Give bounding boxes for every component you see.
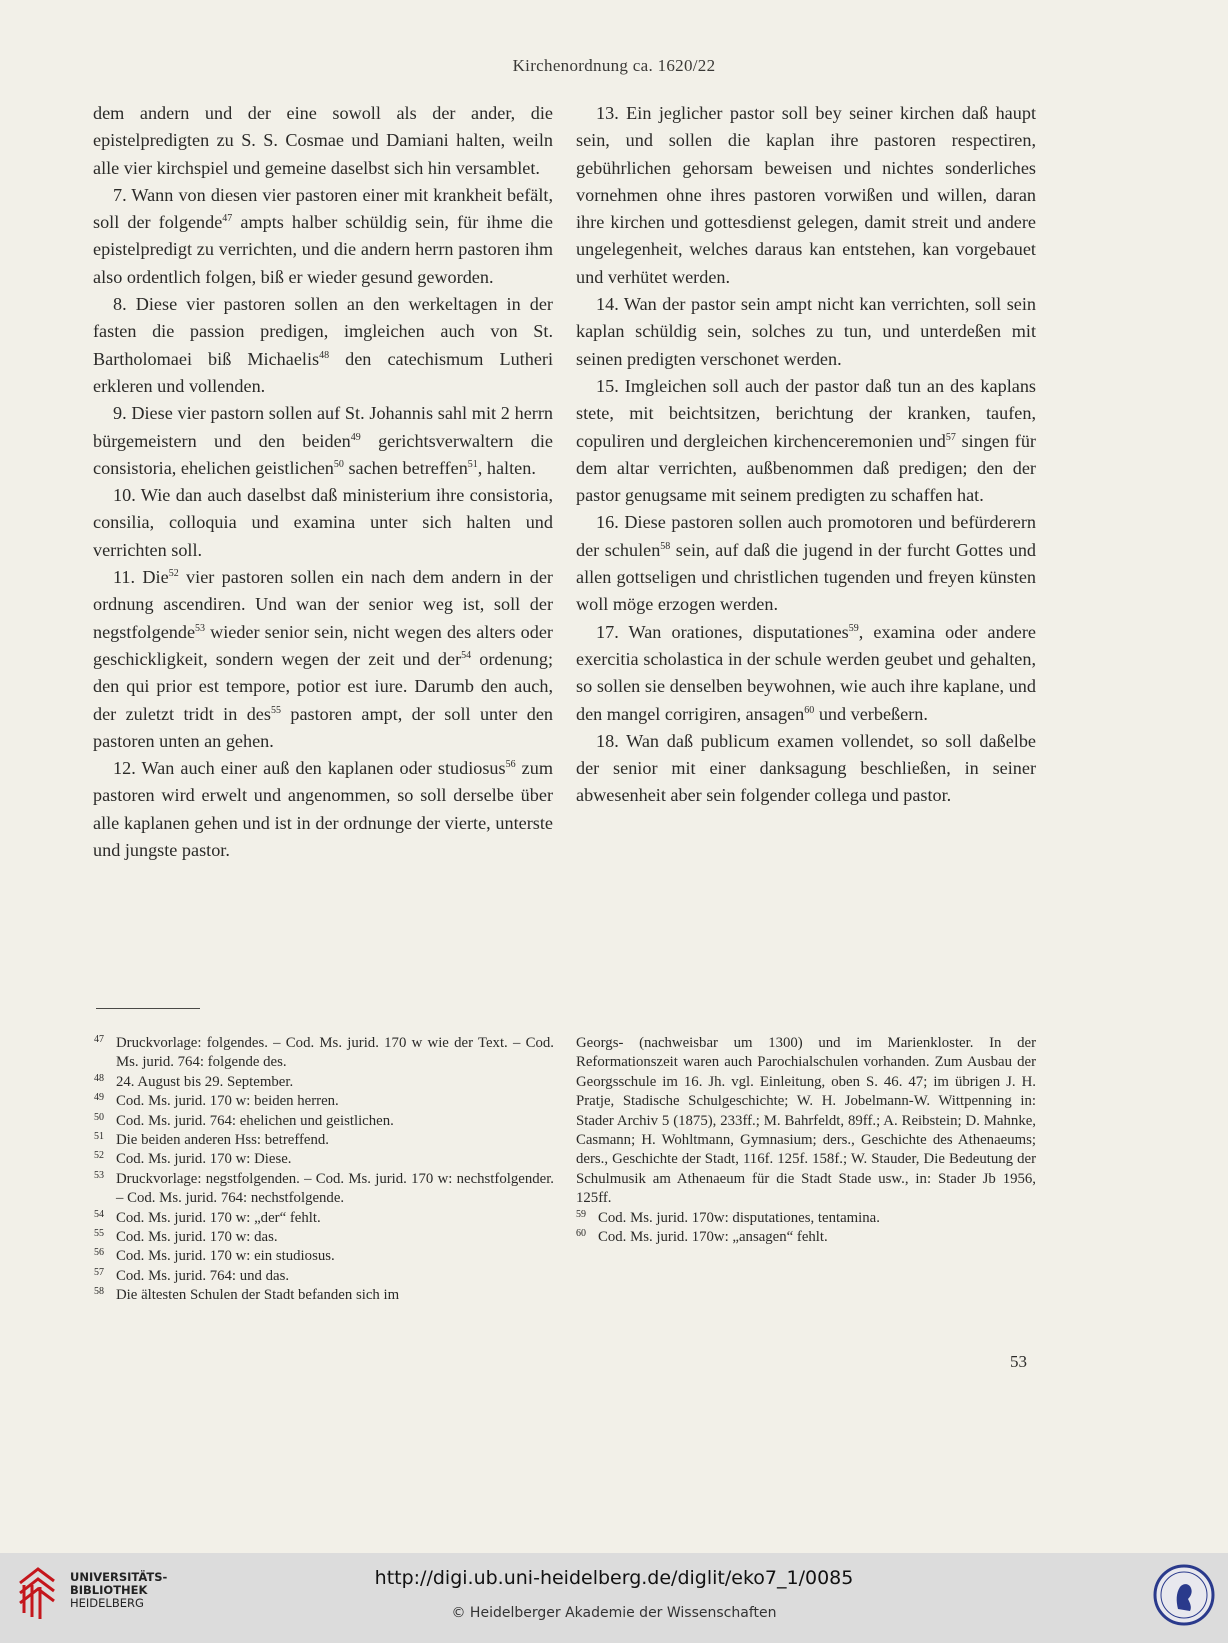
footnote-ref[interactable]: 51	[467, 458, 478, 470]
footnote-ref[interactable]: 56	[505, 759, 516, 771]
footnote-ref[interactable]: 48	[319, 349, 330, 361]
footnote: 56 Cod. Ms. jurid. 170 w: ein studiosus.	[94, 1247, 335, 1265]
left-text-column	[93, 100, 553, 864]
footnote-text: Die beiden anderen Hss: betreffend.	[116, 1132, 329, 1149]
footnote: 55 Cod. Ms. jurid. 170 w: das.	[94, 1228, 278, 1246]
footnote: 48 24. August bis 29. September.	[94, 1072, 294, 1090]
paragraph: 14. Wan der pastor sein ampt nicht kan verrichten, soll sein kaplan schüldig sein, solches zu tun, und unterdeßen mit seinen predigten verschonet werden.	[576, 294, 1036, 369]
paragraph: 12. Wan auch einer auß den kaplanen oder studiosus$^{56}$ zum pastoren wird erwelt und angenommen, so soll derselbe über alle kaplanen gehen und ist in der ordnunge der vierte, unterste und jungste pastor.	[93, 758, 553, 861]
footnote-text: Cod. Ms. jurid. 170 w: ein studiosus.	[116, 1248, 335, 1265]
footnote-ref[interactable]: 55	[270, 704, 281, 716]
copyright-notice: © Heidelberger Akademie der Wissenschaften	[451, 1605, 777, 1621]
footnote: 52 Cod. Ms. jurid. 170 w: Diese.	[94, 1150, 292, 1168]
footnote-ref[interactable]: 59	[848, 622, 859, 634]
paragraph: 13. Ein jeglicher pastor soll bey seiner kirchen daß haupt sein, und sollen die kaplan ihre pastoren respectiren, gebührlichen gehorsam beweisen und nichtes sonderliches vornehmen ohne ihres pastoren vorwißen und willen, daran ihre kirchen und gottesdienst gelegen, damit streit und andere ungelegenheit, welches daraus kan entstehen, kan vorgebauet und verhütet werden.	[576, 103, 1036, 287]
paragraph: 8. Diese vier pastoren sollen an den werkeltagen in der fasten die passion predigen, imgleichen auch von St. Bartholomaei biß Michaelis$^{48}$ den catechismum Lutheri erkleren und vollenden.	[93, 294, 554, 396]
footnote-text: Die ältesten Schulen der Stadt befanden sich im	[116, 1287, 400, 1304]
footnote-text: Cod. Ms. jurid. 170 w: „der“ fehlt.	[116, 1209, 321, 1226]
paragraph: 15. Imgleichen soll auch der pastor daß tun an des kaplans stete, mit beichtsitzen, berichtung der kranken, taufen, copuliren und dergleichen kirchenceremonien und$^{57}$ singen für dem altar verrichten, außbenommen daß predigen; den der pastor genugsame mit seinem predigten zu schaffen hat.	[576, 375, 1036, 506]
footnote-text: Cod. Ms. jurid. 170 w: beiden herren.	[116, 1093, 339, 1110]
footnote-text: Cod. Ms. jurid. 764: und das.	[116, 1267, 290, 1284]
footnote-text: Cod. Ms. jurid. 764: ehelichen und geistlichen.	[116, 1112, 394, 1129]
right-text-column	[576, 100, 1036, 810]
paragraph: 16. Diese pastoren sollen auch promotoren und befürderern der schulen$^{58}$ sein, auf daß die jugend in der furcht Gottes und allen gottseligen und christlichen tugenden und freyen künsten woll möge erzogen werden.	[576, 512, 1037, 615]
academy-seal-icon	[1152, 1563, 1216, 1627]
footnote-text: Druckvorlage: negstfolgenden. – Cod. Ms. jurid. 170 w: nechstfolgender. – Cod. Ms. jurid. 764: nechstfolgende.	[116, 1170, 554, 1207]
footnote-text: Cod. Ms. jurid. 170w: „ansagen“ fehlt.	[598, 1229, 828, 1246]
institution-name: UNIVERSITÄTS- BIBLIOTHEK HEIDELBERG	[70, 1570, 168, 1610]
permalink-url[interactable]: http://digi.ub.uni-heidelberg.de/diglit/eko7_1/0085	[374, 1567, 854, 1589]
footnote: 50 Cod. Ms. jurid. 764: ehelichen und geistlichen.	[94, 1111, 394, 1129]
footnote-ref[interactable]: 60	[804, 704, 815, 716]
footnote-text: Cod. Ms. jurid. 170 w: das.	[116, 1229, 278, 1246]
footnote: 51 Die beiden anderen Hss: betreffend.	[94, 1131, 329, 1149]
footnote: 59 Cod. Ms. jurid. 170w: disputationes, tentamina.	[576, 1208, 880, 1226]
footnotes-right	[576, 1034, 1036, 1247]
paragraph: 7. Wann von diesen vier pastoren einer mit krankheit befält, soll der folgende$^{47}$ ampts halber schüldig sein, für ihme die epistelpredigt zu verrichten, und die andern herrn pastoren ihm also ordentlich folgen, biß er wieder gesund geworden.	[93, 184, 553, 287]
footnote: 47 Druckvorlage: folgendes. – Cod. Ms. jurid. 170 w wie der Text. – Cod. Ms. jurid. 764: folgende des.	[94, 1034, 554, 1071]
paragraph: dem andern und der eine sowoll als der ander, die epistelpredigten zu S. S. Cosmae und Damiani halten, weiln alle vier kirchspiel und gemeine daselbst sich hin versamblet.	[93, 103, 553, 178]
paragraph: 17. Wan orationes, disputationes$^{59}$, examina oder andere exercitia scholastica in der schule werden geubet und gehalten, so sollen sie denselben beywohnen, wie auch ihre kaplane, und den mangel corrigiren, ansagen$^{60}$ und verbeßern.	[576, 621, 1036, 724]
paragraph: 10. Wie dan auch daselbst daß ministerium ihre consistoria, consilia, colloquia und examina unter sich halten und verrichten soll.	[93, 485, 553, 560]
paragraph: 11. Die$^{52}$ vier pastoren sollen ein nach dem andern in der ordnung ascendiren. Und wan der senior weg ist, soll der negstfolgende$^{53}$ wieder senior sein, nicht wegen des alters oder geschickligkeit, sondern wegen der zeit und der$^{54}$ ordenung; den qui prior est tempore, potior est iure. Darumb den auch, der zuletzt tridt in des$^{55}$ pastoren ampt, der soll unter den pastoren unten an gehen.	[93, 567, 553, 751]
footnote-text: Cod. Ms. jurid. 170w: disputationes, tentamina.	[598, 1209, 880, 1226]
paragraph: 18. Wan daß publicum examen vollendet, so soll daßelbe der senior mit einer danksagung beschließen, in seiner abwesenheit aber sein folgender collega und pastor.	[576, 730, 1036, 806]
footnote-ref[interactable]: 57	[945, 431, 956, 443]
footnote-58-continuation: Georgs- (nachweisbar um 1300) und im Marienkloster. In der Reformationszeit waren auch Parochialschulen vorhanden. Zum Ausbau der Georgsschule im 16. Jh. vgl. Einleitung, oben S. 46. 47; im übrigen J. H. Pratje, Stadische Schulgeschichte; W. H. Jobelmann-W. Wittpenning in: Stader Archiv 5 (1875), 233ff.; M. Bahrfeldt, 89ff.; A. Reibstein; D. Mahnke, Casmann; H. Wohltmann, Gymnasium; ders., Geschichte des Athenaeums; ders., Geschichte der Stadt, 116f. 125f. 158f.; W. Stauder, Die Bedeutung der Schulmusik am Athenaeum für die Stadt Stade usw., in: Stader Jb 1956, 125ff.	[576, 1035, 1036, 1207]
footnote-text: 24. August bis 29. September.	[116, 1073, 294, 1090]
footnote-text: Cod. Ms. jurid. 170 w: Diese.	[116, 1151, 292, 1168]
footnote: 53 Druckvorlage: negstfolgenden. – Cod. Ms. jurid. 170 w: nechstfolgender. – Cod. Ms. jurid. 764: nechstfolgende.	[94, 1169, 554, 1207]
footnote: 60 Cod. Ms. jurid. 170w: „ansagen“ fehlt.	[576, 1228, 828, 1246]
footnote-ref[interactable]: 50	[333, 458, 344, 470]
footnote-text: Druckvorlage: folgendes. – Cod. Ms. jurid. 170 w wie der Text. – Cod. Ms. jurid. 764: folgende des.	[116, 1035, 554, 1071]
footnote-separator	[96, 1008, 200, 1009]
footnotes-left	[94, 1034, 554, 1306]
footnote-ref[interactable]: 49	[350, 431, 361, 443]
footnote-ref[interactable]: 52	[168, 568, 179, 580]
page-number: 53	[1010, 1352, 1027, 1371]
footnote: 49 Cod. Ms. jurid. 170 w: beiden herren.	[94, 1092, 339, 1110]
viewer-footer	[0, 1553, 1228, 1643]
footnote-ref[interactable]: 58	[660, 540, 671, 552]
running-header: Kirchenordnung ca. 1620/22	[512, 56, 716, 75]
footnote-ref[interactable]: 53	[195, 622, 206, 634]
footnote: 57 Cod. Ms. jurid. 764: und das.	[94, 1266, 290, 1284]
footnote-ref[interactable]: 54	[461, 649, 472, 661]
paragraph: 9. Diese vier pastorn sollen auf St. Johannis sahl mit 2 herrn bürgemeistern und den beiden$^{49}$ gerichtsverwaltern die consistoria, ehelichen geistlichen$^{50}$ sachen betreffen$^{51}$, halten.	[93, 403, 553, 478]
footnote-ref[interactable]: 47	[222, 213, 233, 225]
footnote: 58 Die ältesten Schulen der Stadt befanden sich im	[94, 1286, 400, 1304]
footnote: 54 Cod. Ms. jurid. 170 w: „der“ fehlt.	[94, 1208, 321, 1226]
